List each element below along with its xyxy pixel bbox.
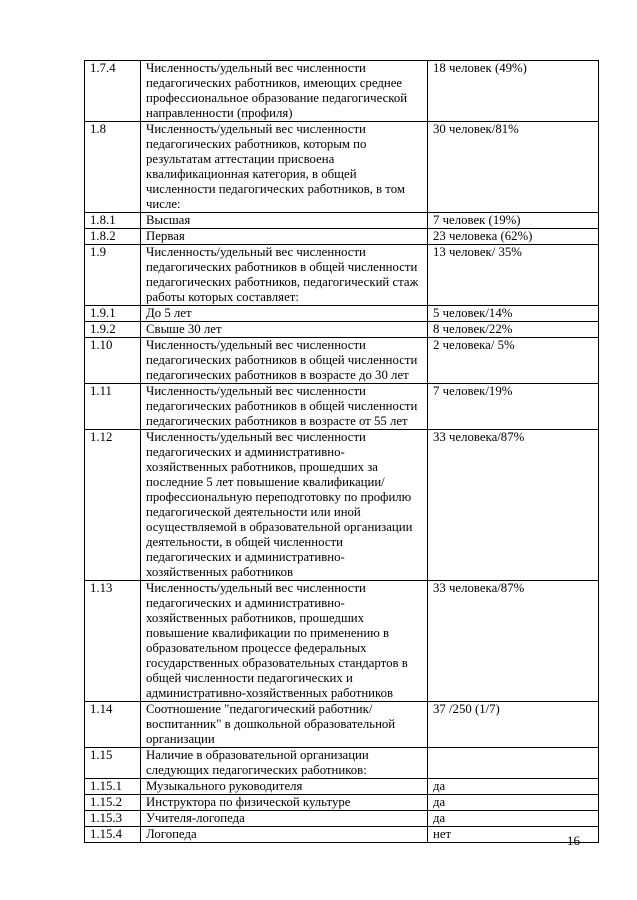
row-value-cell: 2 человека/ 5% bbox=[428, 338, 599, 384]
row-description-cell: Музыкального руководителя bbox=[141, 779, 428, 795]
row-value-cell bbox=[428, 748, 599, 779]
row-number-cell: 1.11 bbox=[85, 384, 141, 430]
row-number-cell: 1.10 bbox=[85, 338, 141, 384]
row-number-cell: 1.8.1 bbox=[85, 213, 141, 229]
row-description-cell: Численность/удельный вес численности педагогических и административно-хозяйственных работников, прошедших за последние 5 лет повышение квалификации/профессиональную переподготовку по профилю педагогической деятельности или иной осуществляемой в образовательной организации деятельности, в общей численности педагогических и административно-хозяйственных работников bbox=[141, 430, 428, 581]
row-number-cell: 1.15 bbox=[85, 748, 141, 779]
table-row bbox=[85, 61, 599, 122]
row-value-cell: нет bbox=[428, 827, 599, 843]
row-number-cell: 1.15.1 bbox=[85, 779, 141, 795]
page-number: 16 bbox=[567, 833, 580, 848]
indicators-table bbox=[84, 60, 599, 843]
row-description-cell: Учителя-логопеда bbox=[141, 811, 428, 827]
row-description-cell: Наличие в образовательной организации следующих педагогических работников: bbox=[141, 748, 428, 779]
row-number-cell: 1.9.2 bbox=[85, 322, 141, 338]
row-description-cell: Численность/удельный вес численности педагогических и административно-хозяйственных работников, прошедших повышение квалификации по применению в образовательном процессе федеральных государственных образовательных стандартов в общей численности педагогических и административно-хозяйственных работников bbox=[141, 581, 428, 702]
row-number-cell: 1.7.4 bbox=[85, 61, 141, 122]
row-value-cell: 7 человек (19%) bbox=[428, 213, 599, 229]
row-value-cell: да bbox=[428, 795, 599, 811]
indicators-table-body bbox=[85, 61, 599, 843]
row-number-cell: 1.13 bbox=[85, 581, 141, 702]
row-value-cell: 33 человека/87% bbox=[428, 581, 599, 702]
row-value-cell: 30 человек/81% bbox=[428, 122, 599, 213]
table-row bbox=[85, 581, 599, 702]
row-number-cell: 1.8 bbox=[85, 122, 141, 213]
table-row bbox=[85, 122, 599, 213]
row-number-cell: 1.15.3 bbox=[85, 811, 141, 827]
row-value-cell: 23 человека (62%) bbox=[428, 229, 599, 245]
table-row bbox=[85, 245, 599, 306]
row-number-cell: 1.15.2 bbox=[85, 795, 141, 811]
table-row bbox=[85, 213, 599, 229]
table-row bbox=[85, 338, 599, 384]
row-description-cell: Численность/удельный вес численности педагогических работников, которым по результатам аттестации присвоена квалификационная категория, в общей численности педагогических работников, в том числе: bbox=[141, 122, 428, 213]
row-number-cell: 1.12 bbox=[85, 430, 141, 581]
row-description-cell: Численность/удельный вес численности педагогических работников в общей численности педагогических работников в возрасте до 30 лет bbox=[141, 338, 428, 384]
row-description-cell: Первая bbox=[141, 229, 428, 245]
row-number-cell: 1.9 bbox=[85, 245, 141, 306]
table-row bbox=[85, 702, 599, 748]
table-row bbox=[85, 322, 599, 338]
row-description-cell: Численность/удельный вес численности педагогических работников в общей численности педагогических работников, педагогический стаж работы которых составляет: bbox=[141, 245, 428, 306]
row-value-cell: 37 /250 (1/7) bbox=[428, 702, 599, 748]
row-description-cell: Соотношение "педагогический работник/воспитанник" в дошкольной образовательной организации bbox=[141, 702, 428, 748]
row-value-cell: 18 человек (49%) bbox=[428, 61, 599, 122]
row-number-cell: 1.8.2 bbox=[85, 229, 141, 245]
row-value-cell: 5 человек/14% bbox=[428, 306, 599, 322]
row-number-cell: 1.9.1 bbox=[85, 306, 141, 322]
row-description-cell: Численность/удельный вес численности педагогических работников в общей численности педагогических работников в возрасте от 55 лет bbox=[141, 384, 428, 430]
row-number-cell: 1.15.4 bbox=[85, 827, 141, 843]
table-row bbox=[85, 430, 599, 581]
row-description-cell: Инструктора по физической культуре bbox=[141, 795, 428, 811]
row-value-cell: 7 человек/19% bbox=[428, 384, 599, 430]
row-value-cell: 33 человека/87% bbox=[428, 430, 599, 581]
table-row bbox=[85, 779, 599, 795]
row-description-cell: Высшая bbox=[141, 213, 428, 229]
table-row bbox=[85, 384, 599, 430]
row-value-cell: 13 человек/ 35% bbox=[428, 245, 599, 306]
row-value-cell: да bbox=[428, 811, 599, 827]
row-value-cell: 8 человек/22% bbox=[428, 322, 599, 338]
table-row bbox=[85, 306, 599, 322]
row-description-cell: До 5 лет bbox=[141, 306, 428, 322]
row-description-cell: Логопеда bbox=[141, 827, 428, 843]
table-row bbox=[85, 229, 599, 245]
table-row bbox=[85, 811, 599, 827]
table-row bbox=[85, 748, 599, 779]
row-value-cell: да bbox=[428, 779, 599, 795]
row-description-cell: Свыше 30 лет bbox=[141, 322, 428, 338]
row-description-cell: Численность/удельный вес численности педагогических работников, имеющих среднее профессиональное образование педагогической направленности (профиля) bbox=[141, 61, 428, 122]
table-row bbox=[85, 827, 599, 843]
table-row bbox=[85, 795, 599, 811]
row-number-cell: 1.14 bbox=[85, 702, 141, 748]
